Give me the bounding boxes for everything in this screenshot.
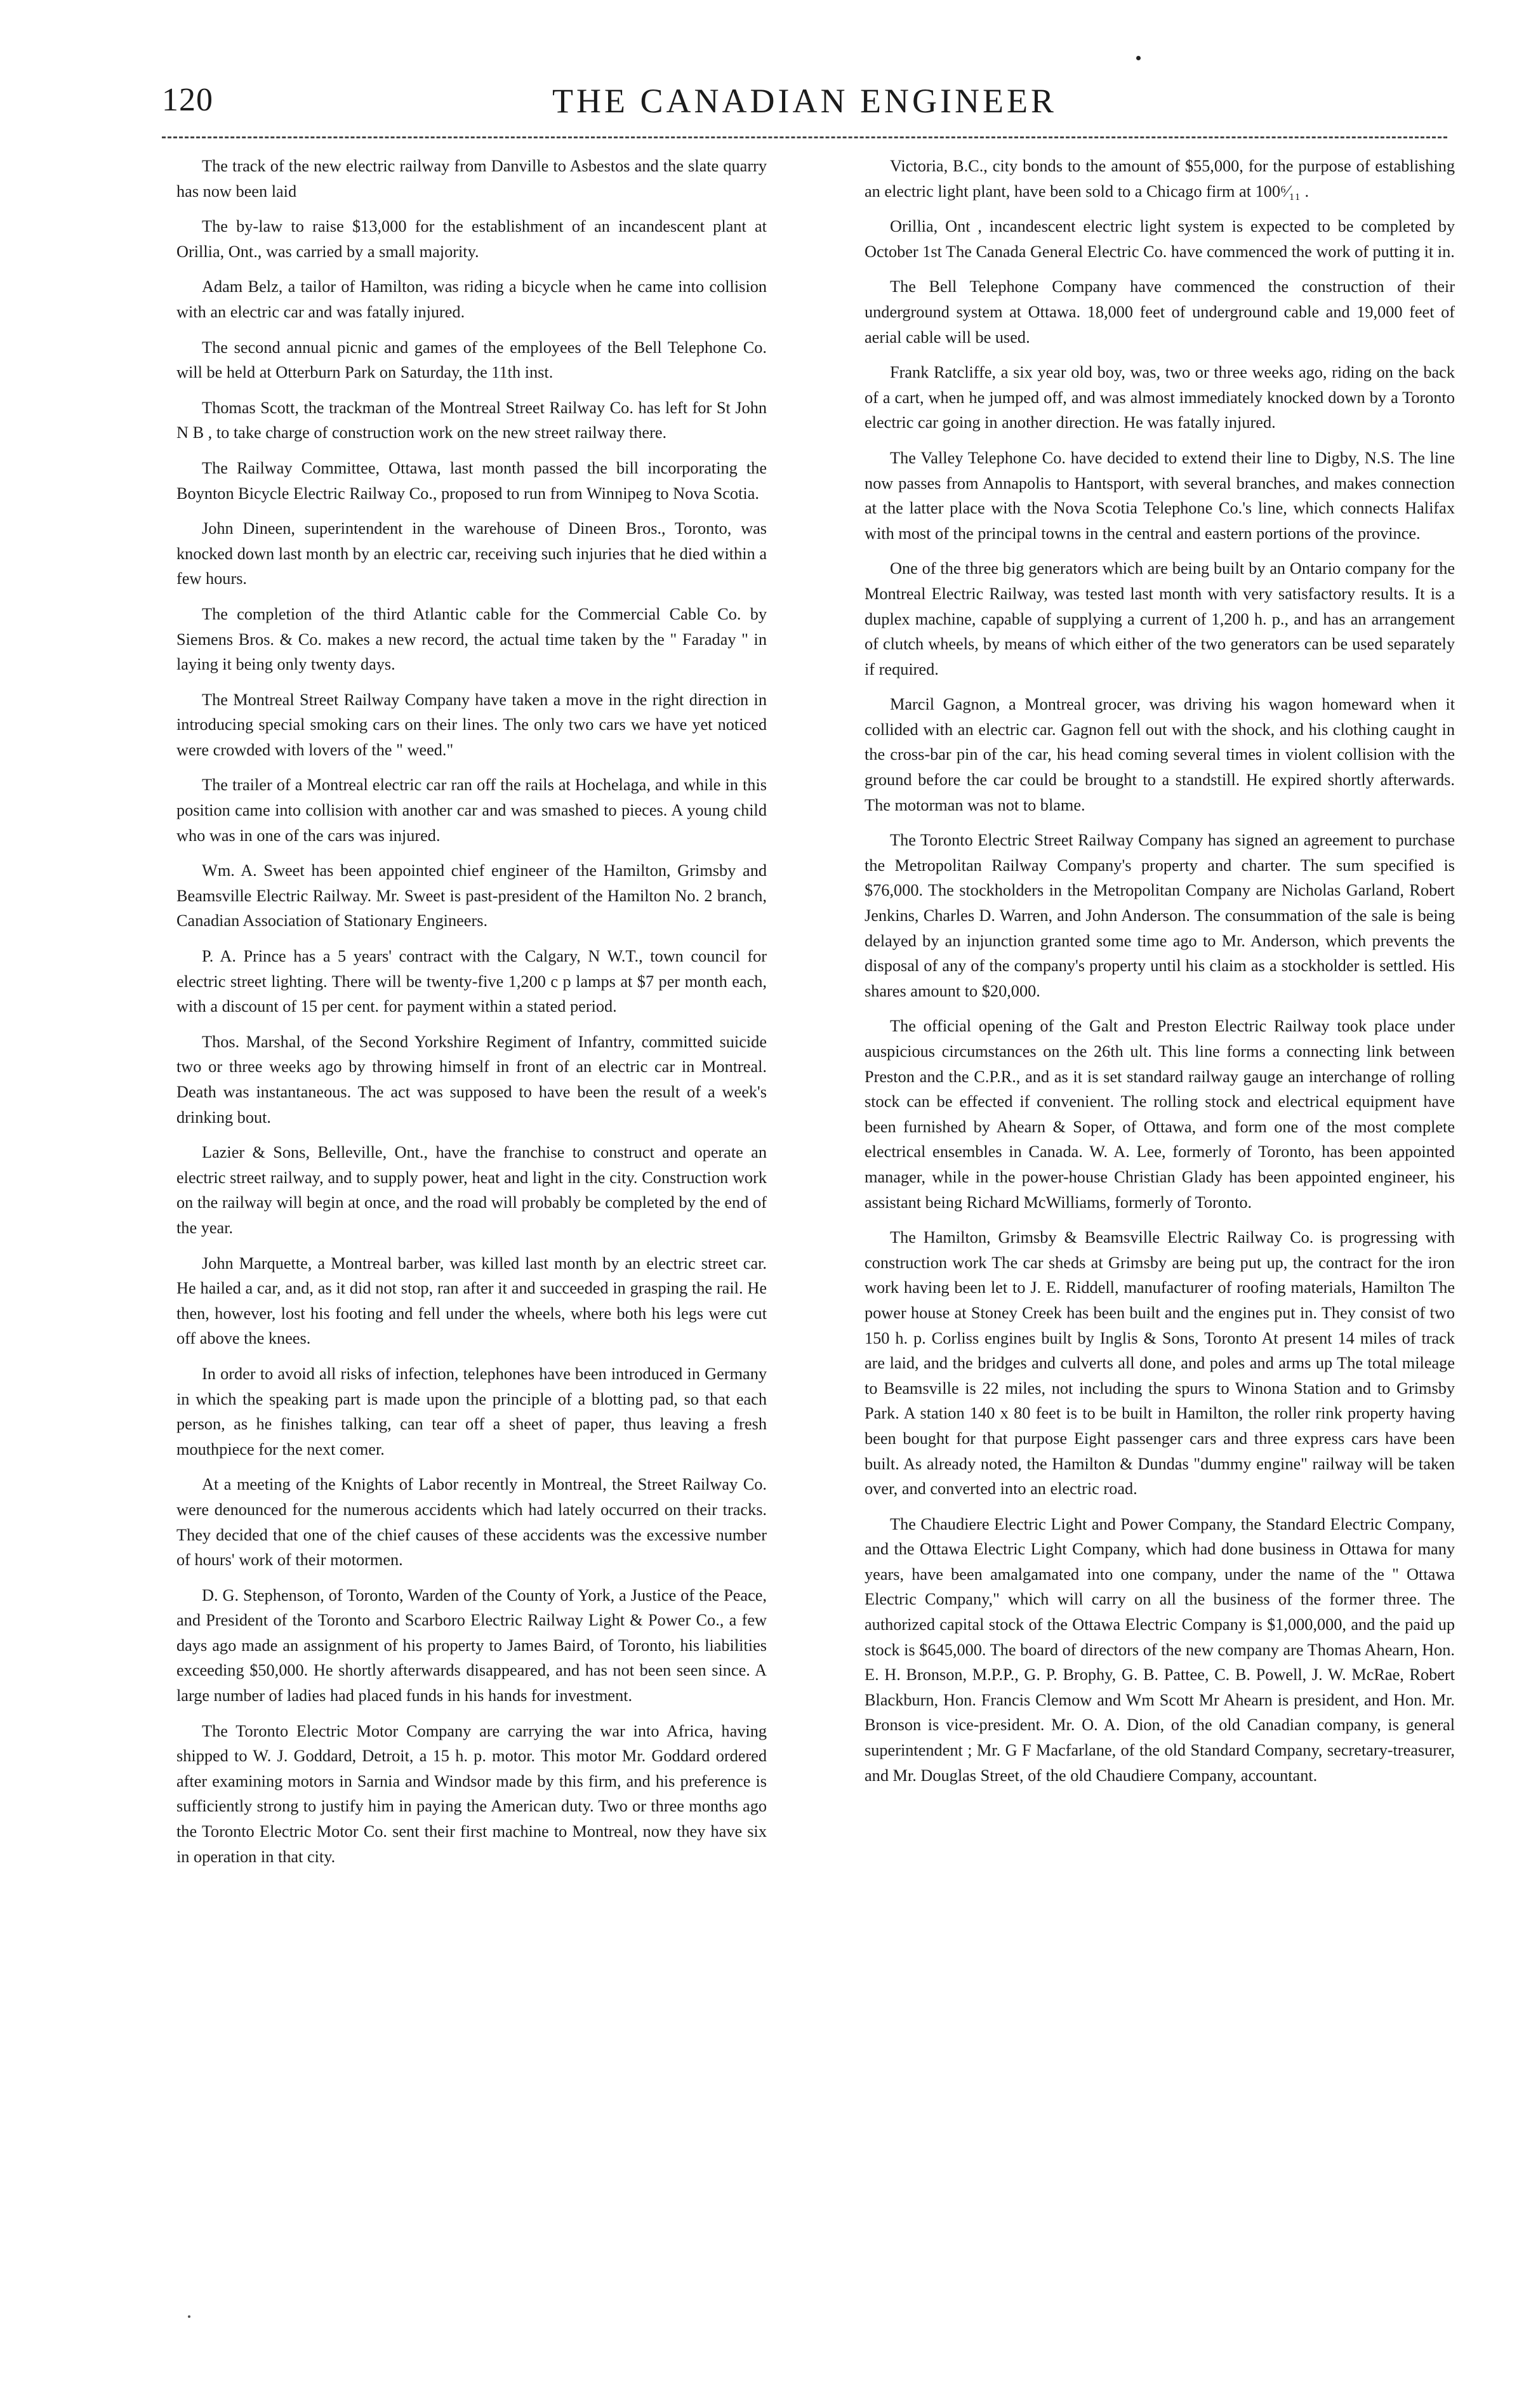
news-item: In order to avoid all risks of infection, telephones have been introduced in Germany in which the speaking part is made upon the principle of a blotting pad, so that each person, as he finishes talking, can tear off a sheet of paper, thus leaving a fresh mouthpiece for the next comer. [176, 1364, 767, 1459]
news-item: John Dineen, superintendent in the warehouse of Dineen Bros., Toronto, was knocked down last month by an electric car, receiving such injuries that he died within a few hours. [176, 519, 767, 588]
right-column [865, 154, 1455, 1798]
news-item: Adam Belz, a tailor of Hamilton, was riding a bicycle when he came into collision with an electric car and was fatally injured. [176, 277, 767, 321]
news-item: The Toronto Electric Street Railway Company has signed an agreement to purchase the Metropolitan Railway Company's property and charter. The sum specified is $76,000. The stockholders in the Metropolitan Company are Nicholas Garland, Robert Jenkins, Charles D. Warren, and John Anderson. The consummation of the sale is being delayed by an injunction granted some time ago to Mr. Anderson, which prevents the disposal of any of the company's property until his claim as a stockholder is settled. His shares amount to $20,000. [865, 831, 1455, 1000]
news-item: D. G. Stephenson, of Toronto, Warden of the County of York, a Justice of the Peace, and President of the Toronto and Scarboro Electric Railway Light & Power Co., a few days ago made an assignment of his property to James Baird, of Toronto, his liabilities exceeding $50,000. He shortly afterwards disappeared, and has not been seen since. A large number of ladies had placed funds in his hands for investment. [176, 1585, 767, 1705]
news-item: Lazier & Sons, Belleville, Ont., have the franchise to construct and operate an electric street railway, and to supply power, heat and light in the city. Construction work on the railway will begin at once, and the road will probably be completed by the end of the year. [176, 1143, 767, 1237]
news-item: P. A. Prince has a 5 years' contract with the Calgary, N W.T., town council for electric street lighting. There will be twenty-five 1,200 c p lamps at $7 per month each, with a discount of 15 per cent. for payment within a stated period. [176, 947, 767, 1016]
news-item: The trailer of a Montreal electric car ran off the rails at Hochelaga, and while in this position came into collision with another car and was smashed to pieces. A young child who was in one of the cars was injured. [176, 776, 767, 845]
news-item: The official opening of the Galt and Preston Electric Railway took place under auspicious circumstances on the 26th ult. This line forms a connecting link between Preston and the C.P.R., and as it is set standard railway gauge an interchange of rolling stock can be effected if convenient. The rolling stock and electrical equipment have been furnished by Ahearn & Soper, of Ottawa, and form one of the most complete electrical ensembles in Canada. W. A. Lee, formerly of Toronto, has been appointed manager, while in the power-house Christian Glady has been appointed engineer, his assistant being Richard McWilliams, formerly of Toronto. [865, 1017, 1455, 1212]
news-item: The by-law to raise $13,000 for the establishment of an incandescent plant at Orillia, Ont., was carried by a small majority. [176, 217, 767, 261]
news-item: Frank Ratcliffe, a six year old boy, was, two or three weeks ago, riding on the back of a cart, when he jumped off, and was almost immediately knocked down by a Toronto electric car going in another direction. He was fatally injured. [865, 363, 1455, 432]
news-item: The Toronto Electric Motor Company are carrying the war into Africa, having shipped to W. J. Goddard, Detroit, a 15 h. p. motor. This motor Mr. Goddard ordered after examining motors in Sarnia and Windsor made by this firm, and his preference is sufficiently strong to justify him in paying the American duty. Two or three months ago the Toronto Electric Motor Co. sent their first machine to Montreal, now they have six in operation in that city. [176, 1721, 767, 1866]
ink-speck [188, 2315, 190, 2318]
news-item: At a meeting of the Knights of Labor recently in Montreal, the Street Railway Co. were denounced for the numerous accidents which had lately occurred on their tracks. They decided that one of the chief causes of these accidents was the excessive number of hours' work of their motormen. [176, 1475, 767, 1570]
page-header [162, 75, 1447, 132]
news-item: Marcil Gagnon, a Montreal grocer, was driving his wagon homeward when it collided with an electric car. Gagnon fell out with the shock, and his clothing caught in the cross-bar pin of the car, his head coming several times in violent collision with the ground before the car could be brought to a standstill. He expired shortly afterwards. The motorman was not to blame. [865, 695, 1455, 814]
news-item: The Bell Telephone Company have commenced the construction of their underground system at Ottawa. 18,000 feet of underground cable and 19,000 feet of aerial cable will be used. [865, 277, 1455, 347]
header-rule [162, 136, 1447, 138]
left-column [176, 154, 767, 1879]
news-item: The track of the new electric railway from Danville to Asbestos and the slate quarry has now been laid [176, 157, 767, 201]
news-item: The Valley Telephone Co. have decided to extend their line to Digby, N.S. The line now passes from Annapolis to Hantsport, with several branches, and makes connection at the latter place with the Nova Scotia Telephone Co.'s line, which connects Halifax with most of the principal towns in the central and eastern portions of the province. [865, 448, 1455, 543]
news-item: Thos. Marshal, of the Second Yorkshire Regiment of Infantry, committed suicide two or three weeks ago by throwing himself in front of an electric car in Montreal. Death was instantaneous. The act was supposed to have been the result of a week's drinking bout. [176, 1032, 767, 1127]
news-item: The Railway Committee, Ottawa, last month passed the bill incorporating the Boynton Bicycle Electric Railway Co., proposed to run from Winnipeg to Nova Scotia. [176, 458, 767, 503]
news-item: The Hamilton, Grimsby & Beamsville Electric Railway Co. is progressing with construction work The car sheds at Grimsby are being put up, the contract for the iron work having been let to J. E. Riddell, manufacturer of roofing materials, Hamilton The power house at Stoney Creek has been built and the engines put in. They consist of two 150 h. p. Corliss engines built by Inglis & Sons, Toronto At present 14 miles of track are laid, and the bridges and culverts all done, and poles and arms up The total mileage to Beamsville is 22 miles, not including the spurs to Winona Station and to Grimsby Park. A station 140 x 80 feet is to be built in Hamilton, the roller rink property having been bought for that purpose Eight passenger cars and three express cars have been built. As already noted, the Hamilton & Dundas "dummy engine" railway will be taken over, and converted into an electric road. [865, 1228, 1455, 1498]
news-item: John Marquette, a Montreal barber, was killed last month by an electric street car. He hailed a car, and, as it did not stop, ran after it and succeeded in grasping the rail. He then, however, lost his footing and fell under the wheels, where both his legs were cut off above the knees. [176, 1254, 767, 1348]
news-item: The Montreal Street Railway Company have taken a move in the right direction in introducing special smoking cars on their lines. The only two cars we have yet noticed were crowded with lovers of the " weed." [176, 690, 767, 759]
news-item: The Chaudiere Electric Light and Power Company, the Standard Electric Company, and the Ottawa Electric Light Company, which had done business in Ottawa for many years, have been amalgamated into one company, under the name of the " Ottawa Electric Company," which will carry on all the business of the former three. The authorized capital stock of the Ottawa Electric Company is $1,000,000, and the paid up stock is $645,000. The board of directors of the new company are Thomas Ahearn, Hon. E. H. Bronson, M.P.P., G. P. Brophy, G. B. Pattee, C. B. Powell, J. W. McRae, Robert Blackburn, Hon. Francis Clemow and Wm Scott Mr Ahearn is president, and Hon. Mr. Bronson is vice-president. Mr. O. A. Dion, of the old Canadian company, is general superintendent ; Mr. G F Macfarlane, of the old Standard Company, secretary-treasurer, and Mr. Douglas Street, of the old Chaudiere Company, accountant. [865, 1514, 1455, 1785]
news-item: Victoria, B.C., city bonds to the amount of $55,000, for the purpose of establishing an electric light plant, have been sold to a Chicago firm at 100⁶⁄₁₁ . [865, 157, 1455, 201]
news-item: Wm. A. Sweet has been appointed chief engineer of the Hamilton, Grimsby and Beamsville Electric Railway. Mr. Sweet is past-president of the Hamilton No. 2 branch, Canadian Association of Stationary Engineers. [176, 861, 767, 930]
news-item: Orillia, Ont , incandescent electric light system is expected to be completed by October 1st The Canada General Electric Co. have commenced the work of putting it in. [865, 217, 1455, 261]
page-number: 120 [162, 82, 213, 118]
news-item: The completion of the third Atlantic cable for the Commercial Cable Co. by Siemens Bros. & Co. makes a new record, the actual time taken by the " Faraday " in laying it being only twenty days. [176, 604, 767, 674]
journal-title: THE CANADIAN ENGINEER [552, 82, 1057, 120]
news-item: One of the three big generators which are being built by an Ontario company for the Montreal Electric Railway, was tested last month with very satisfactory results. It is a duplex machine, capable of supplying a current of 1,200 h. p., and has an arrangement of clutch wheels, by means of which either of the two generators can be used separately if required. [865, 559, 1455, 678]
news-item: The second annual picnic and games of the employees of the Bell Telephone Co. will be held at Otterburn Park on Saturday, the 11th inst. [176, 338, 767, 382]
news-item: Thomas Scott, the trackman of the Montreal Street Railway Co. has left for St John N B , to take charge of construction work on the new street railway there. [176, 398, 767, 442]
ink-mark [1136, 56, 1141, 60]
